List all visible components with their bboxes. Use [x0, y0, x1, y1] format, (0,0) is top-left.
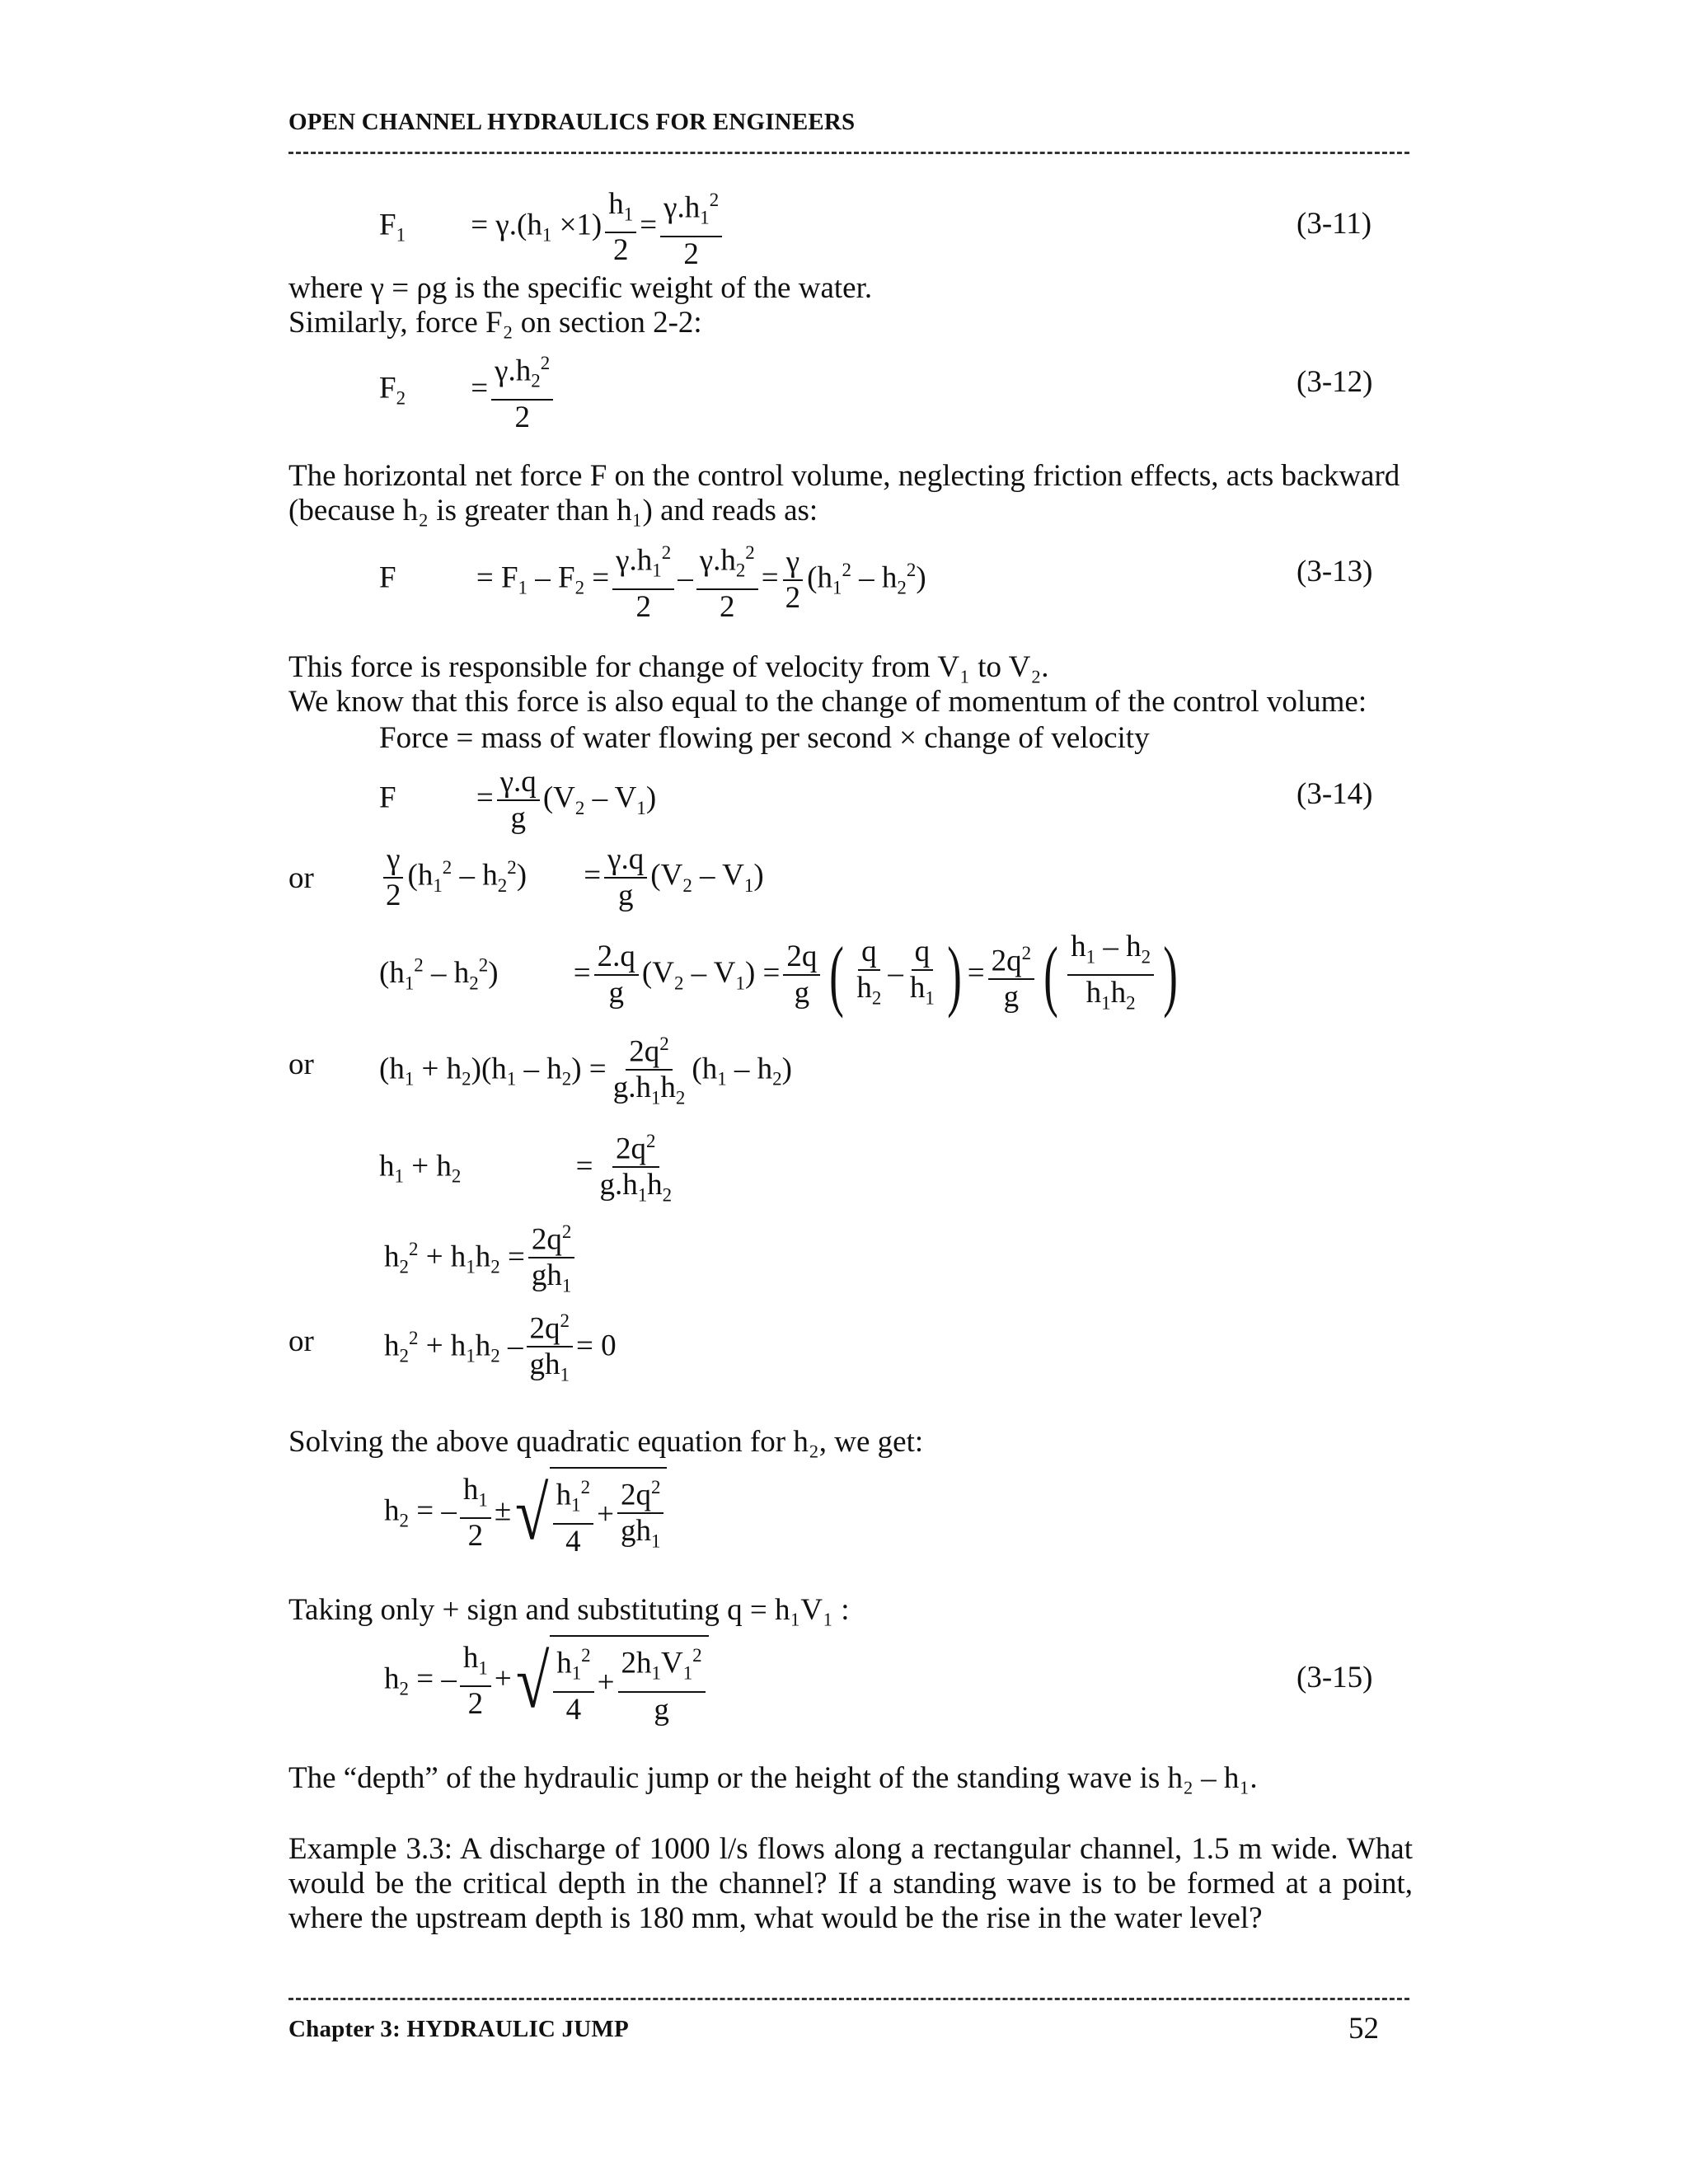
paragraph-similarly: Similarly, force F₂ on section 2-2: [288, 306, 702, 340]
paragraph-force-responsible: This force is responsible for change of velocity from V₁ to V₂. [288, 650, 1049, 684]
equation-quadratic-solution: $h_2$ = – $\frac{h_1}{2}$ ± √ $\frac{h_1^2}{4}$ + $\frac{2q^2}{gh_1}$ [384, 1467, 667, 1559]
page-number: 52 [1348, 2012, 1379, 2046]
paragraph-force-definition: Force = mass of water flowing per second × change of velocity [379, 721, 1150, 755]
paragraph-net-force-line-2: (because h₂ is greater than h₁) and reads as: [288, 494, 818, 527]
equation-step-1: $\frac{\gamma}{2}$ $(h_1^2 - h_2^2)$ = $\frac{\gamma.q}{g}$ $(V_2 - V_1)$ [379, 842, 764, 913]
equation-number-3-13: (3-13) [1296, 555, 1373, 588]
running-footer-chapter: Chapter 3: HYDRAULIC JUMP [288, 2016, 629, 2042]
paragraph-example-line-1: Example 3.3: A discharge of 1000 l/s flows along a rectangular channel, 1.5 m wide. What [288, 1832, 1413, 1866]
or-label-2: or [288, 1047, 314, 1081]
equation-step-4: $h_1 + h_2$ = $\frac{2q^2}{g.h_1h_2}$ [379, 1124, 678, 1213]
footer-divider [288, 1998, 1409, 2000]
header-divider [288, 152, 1409, 154]
equation-3-13: $F = F_1 - F_2$ = $\frac{\gamma.h_1^2}{2}$ – $\frac{\gamma.h_2^2}{2}$ = $\frac{\gamma}{2}$ $(h_1^2 - h_2^2)$ [379, 536, 926, 625]
equation-step-5: $h_2^2 + h_1h_2$ = $\frac{2q^2}{gh_1}$ [384, 1215, 578, 1304]
equation-3-14: F = $\frac{\gamma.q}{g}$ $(V_2 - V_1)$ [379, 765, 657, 835]
equation-number-3-12: (3-12) [1296, 365, 1373, 399]
paragraph-example-line-3: where the upstream depth is 180 mm, what would be the rise in the water level? [288, 1901, 1263, 1935]
paragraph-solving: Solving the above quadratic equation for h₂, we get: [288, 1425, 924, 1459]
or-label-1: or [288, 861, 314, 895]
paragraph-where-gamma: where γ = ρg is the specific weight of the water. [288, 271, 873, 305]
equation-3-15: $h_2$ = – $\frac{h_1}{2}$ + √ $\frac{h_1^2}{4}$ + $\frac{2h_1V_1^2}{g}$ [384, 1635, 709, 1727]
paragraph-taking: Taking only + sign and substituting q = h₁V₁ : [288, 1593, 850, 1627]
equation-number-3-15: (3-15) [1296, 1661, 1373, 1694]
running-header: OPEN CHANNEL HYDRAULICS FOR ENGINEERS [288, 109, 856, 135]
paragraph-we-know: We know that this force is also equal to the change of momentum of the control volume: [288, 685, 1367, 719]
equation-3-11: $F_1 = \gamma.(h_1 \times 1)$ $\frac{h_1}{2}$ = $\frac{\gamma.h_1^2}{2}$ [379, 183, 725, 272]
paragraph-example-line-2: would be the critical depth in the channel? If a standing wave is to be formed at a point, [288, 1867, 1413, 1900]
equation-step-3: $(h_1 + h_2)(h_1 - h_2)$ = $\frac{2q^2}{g.h_1h_2}$ $(h_1 - h_2)$ [379, 1027, 792, 1116]
equation-number-3-11: (3-11) [1296, 207, 1372, 241]
or-label-3: or [288, 1324, 314, 1358]
paragraph-depth-of-jump: The “depth” of the hydraulic jump or the height of the standing wave is h₂ – h₁. [288, 1761, 1258, 1795]
equation-step-6: $h_2^2 + h_1h_2$ – $\frac{2q^2}{gh_1}$ = 0 [384, 1304, 617, 1393]
equation-step-2: $(h_1^2 - h_2^2)$ = $\frac{2.q}{g}$ $(V_2 - V_1)$ = $\frac{2q}{g}$ ( $\frac{q}{h_2}$ – $\frac{q}{h_1}$ ) = $\frac{2q^2}{g}$ ( $\frac{h_1 - h_2}{h_1h_2}$ ) [379, 930, 1178, 1019]
equation-3-12: $F_2$ = $\frac{\gamma.h_2^2}{2}$ [379, 346, 556, 435]
paragraph-net-force-line-1: The horizontal net force F on the control volume, neglecting friction effects, acts backward [288, 459, 1400, 493]
equation-number-3-14: (3-14) [1296, 777, 1373, 811]
